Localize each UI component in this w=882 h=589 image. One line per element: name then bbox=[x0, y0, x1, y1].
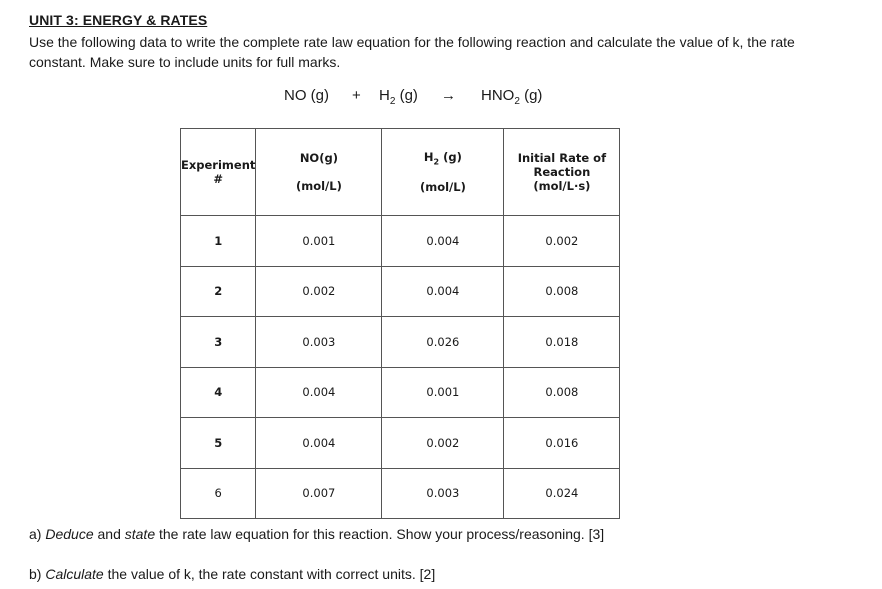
rate-data-table bbox=[180, 128, 620, 519]
cell-no: 0.007 bbox=[256, 468, 382, 519]
cell-experiment: 4 bbox=[181, 367, 256, 418]
cell-rate: 0.016 bbox=[504, 418, 620, 469]
instructions-text: Use the following data to write the complete rate law equation for the following reaction and calculate the value of k, the rate constant. Make sure to include units for full marks. bbox=[29, 34, 795, 70]
cell-experiment: 6 bbox=[181, 468, 256, 519]
cell-h2: 0.003 bbox=[382, 468, 504, 519]
reactant-no: NO (g) bbox=[284, 87, 329, 104]
reaction-arrow: → bbox=[441, 87, 456, 104]
cell-experiment: 3 bbox=[181, 317, 256, 368]
cell-rate: 0.002 bbox=[504, 216, 620, 267]
table-row bbox=[181, 468, 620, 519]
cell-no: 0.003 bbox=[256, 317, 382, 368]
cell-experiment: 1 bbox=[181, 216, 256, 267]
reactant-h2: $H_2$ (g) bbox=[379, 87, 418, 107]
header-initial-rate: Initial Rate of Reaction (mol/L·s) bbox=[504, 129, 620, 216]
cell-experiment: 2 bbox=[181, 266, 256, 317]
table-row bbox=[181, 216, 620, 267]
table-row bbox=[181, 266, 620, 317]
table-row bbox=[181, 317, 620, 368]
table-row bbox=[181, 367, 620, 418]
cell-no: 0.002 bbox=[256, 266, 382, 317]
cell-h2: 0.002 bbox=[382, 418, 504, 469]
cell-no: 0.004 bbox=[256, 418, 382, 469]
cell-experiment: 5 bbox=[181, 418, 256, 469]
question-b: b) Calculate the value of k, the rate constant with correct units. [2] bbox=[29, 566, 436, 582]
cell-h2: 0.004 bbox=[382, 216, 504, 267]
table-header-row bbox=[181, 129, 620, 216]
cell-rate: 0.008 bbox=[504, 367, 620, 418]
cell-rate: 0.008 bbox=[504, 266, 620, 317]
header-experiment: Experiment # bbox=[181, 129, 256, 216]
cell-no: 0.004 bbox=[256, 367, 382, 418]
cell-h2: 0.004 bbox=[382, 266, 504, 317]
header-h2-concentration: $H_2$ (g) (mol/L) bbox=[382, 129, 504, 216]
table-row bbox=[181, 418, 620, 469]
cell-h2: 0.026 bbox=[382, 317, 504, 368]
question-a: a) Deduce and state the rate law equation for this reaction. Show your process/reasoning. [3] bbox=[29, 526, 605, 542]
cell-h2: 0.001 bbox=[382, 367, 504, 418]
cell-no: 0.001 bbox=[256, 216, 382, 267]
plus-sign: + bbox=[352, 87, 361, 104]
cell-rate: 0.024 bbox=[504, 468, 620, 519]
cell-rate: 0.018 bbox=[504, 317, 620, 368]
unit-title: UNIT 3: ENERGY & RATES bbox=[29, 12, 208, 28]
header-no-concentration: NO(g) (mol/L) bbox=[256, 129, 382, 216]
product-hno2: $HNO_2$ (g) bbox=[481, 87, 543, 107]
